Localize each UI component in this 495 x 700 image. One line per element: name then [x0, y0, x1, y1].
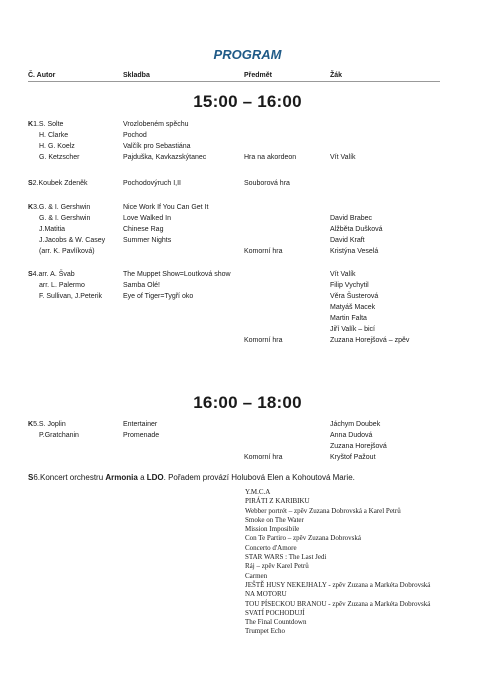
header-subject: Předmět	[244, 72, 273, 79]
header-rule	[28, 81, 440, 82]
student-cell: Matyáš Macek	[330, 304, 376, 311]
header-piece: Skladba	[123, 72, 150, 79]
program-item: SVATÍ POCHODUJÍ	[245, 608, 305, 617]
group-label: K1.S. Solte	[28, 121, 64, 128]
program-item: Concerto d'Amore	[245, 543, 297, 552]
program-item: TOU PÍSECKOU BRANOU - zpěv Zuzana a Markéta Dobrovská	[245, 599, 431, 608]
program-item: Con Te Partiro – zpěv Zuzana Dobrovská	[245, 534, 362, 543]
subject-cell: Souborová hra	[244, 180, 290, 187]
concert-line: S6.Koncert orchestru Armonia a LDO. Pořadem provází Holubová Elen a Kohoutová Marie.	[28, 473, 355, 482]
student-cell: Jáchym Doubek	[330, 421, 381, 428]
time-heading-2: 16:00 – 18:00	[193, 393, 302, 412]
author-cell: H. Clarke	[39, 132, 69, 139]
program-item: STAR WARS : The Last Jedi	[245, 553, 327, 562]
program-item: Carmen	[245, 571, 268, 580]
page-title: PROGRAM	[213, 47, 282, 62]
program-item: The Final Countdown	[245, 618, 307, 627]
group-label: S2.Koubek Zdeněk	[28, 180, 88, 187]
student-cell: Vít Valík	[330, 154, 356, 161]
program-item: Mission Imposibile	[245, 525, 300, 534]
author-cell: G. Ketzscher	[39, 154, 80, 161]
group-label: K5.S. Joplin	[28, 421, 66, 428]
piece-cell: Chinese Rag	[123, 226, 164, 233]
subject-cell: Hra na akordeon	[244, 154, 297, 161]
program-item: Ráj – zpěv Karel Petrů	[245, 562, 309, 571]
group-label: K3.G. & I. Gershwin	[28, 204, 91, 211]
concert-program-list	[245, 488, 430, 637]
piece-cell: Love Walked In	[123, 215, 171, 222]
time-heading-1: 15:00 – 16:00	[193, 92, 302, 111]
program-item: Trumpet Echo	[245, 627, 285, 636]
piece-cell: Nice Work If You Can Get It	[123, 204, 209, 211]
student-cell: Alžběta Dušková	[330, 226, 383, 233]
student-cell: Jiří Valík – bicí	[330, 326, 375, 333]
student-cell: Kristýna Veselá	[330, 248, 379, 255]
piece-cell: Valčík pro Sebastiána	[123, 143, 191, 150]
student-cell: Věra Šusterová	[330, 293, 379, 300]
student-cell: Kryštof Pažout	[330, 454, 376, 461]
author-cell: P.Gratchanin	[39, 432, 79, 439]
piece-cell: Vrozlobeném spěchu	[123, 121, 189, 128]
student-cell: Vít Valík	[330, 271, 356, 278]
piece-cell: Summer Nights	[123, 237, 172, 244]
program-item: Webber portrét – zpěv Zuzana Dobrovská a Karel Petrů	[245, 506, 401, 515]
piece-cell: Promenade	[123, 432, 160, 439]
student-cell: David Kraft	[330, 237, 365, 244]
author-cell: G. & I. Gershwin	[39, 215, 91, 222]
piece-cell: The Muppet Show=Loutková show	[123, 271, 231, 278]
author-cell: J.Jacobs & W. Casey	[39, 237, 106, 244]
student-cell: David Brabec	[330, 215, 373, 222]
subject-cell: Komorní hra	[244, 454, 283, 461]
piece-cell: Samba Olé!	[123, 282, 160, 289]
author-cell: arr. L. Palermo	[39, 282, 85, 289]
group-label: S4.arr. A. Švab	[28, 271, 75, 278]
author-cell: F. Sullivan, J.Peterik	[39, 293, 103, 300]
piece-cell: Pochod	[123, 132, 147, 139]
piece-cell: Entertainer	[123, 421, 158, 428]
piece-cell: Eye of Tiger=Tygří oko	[123, 293, 194, 300]
subject-cell: Komorní hra	[244, 337, 283, 344]
author-cell: (arr. K. Pavlíková)	[39, 248, 95, 255]
program-item: Y.M.C.A	[245, 488, 271, 496]
piece-cell: Pochodovýruch I,II	[123, 180, 181, 187]
program-item: PIRÁTI Z KARIBIKU	[245, 497, 310, 506]
piece-cell: Pajduška, Kavkazskýtanec	[123, 154, 207, 161]
student-cell: Zuzana Horejšová – zpěv	[330, 337, 410, 344]
program-item: JEŠTĚ HUSY NEKEJHALY - zpěv Zuzana a Markéta Dobrovská	[245, 580, 431, 589]
author-cell: H. G. Koelz	[39, 143, 75, 150]
student-cell: Zuzana Horejšová	[330, 443, 387, 450]
header-author: Č. Autor	[28, 72, 56, 79]
program-item: NA MOTORU	[245, 590, 287, 599]
author-cell: J.Matitia	[39, 226, 66, 233]
student-cell: Martin Falta	[330, 315, 367, 322]
student-cell: Anna Dudová	[330, 432, 373, 439]
program-item: Smoke on The Water	[245, 515, 304, 524]
student-cell: Filip Vychytil	[330, 282, 369, 289]
header-student: Žák	[330, 72, 343, 79]
subject-cell: Komorní hra	[244, 248, 283, 255]
